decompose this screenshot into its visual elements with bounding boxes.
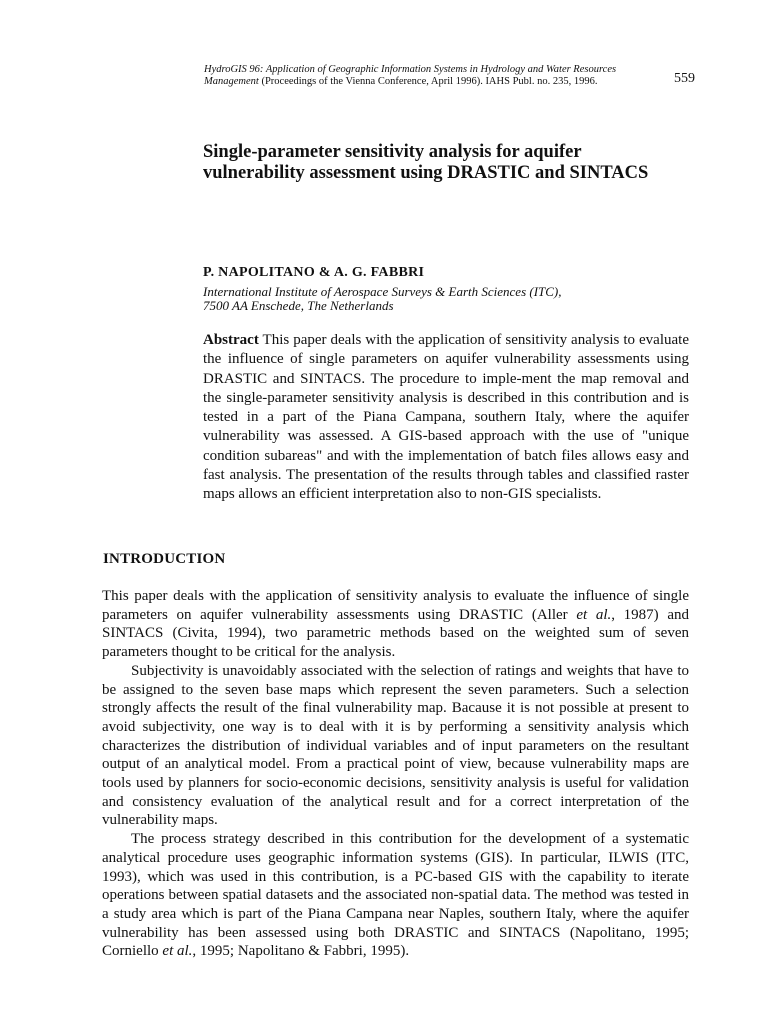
running-header bbox=[204, 64, 634, 88]
paragraph-3-text-b: , 1995; Napolitano & Fabbri, 1995). bbox=[192, 943, 410, 960]
paper-authors: P. NAPOLITANO & A. G. FABBRI bbox=[203, 265, 425, 280]
citation-et-al: et al. bbox=[576, 606, 612, 623]
introduction-paragraph-2: Subjectivity is unavoidably associated with the selection of ratings and weights that have to be assigned to the seven base maps which represent the seven parameters. Such a selection strongly affects the result of the final vulnerability map. Bacause it is not possible at present to avoid subjectivity, one way is to deal with it is by performing a sensitivity analysis which characterizes the distribution of individual variables and of input parameters on the resultant output of an analytical model. From a practical point of view, because vulnerability maps are tools used by planners for socio-economic decisions, sensitivity analysis is useful for validation and consistency evaluation of the analytical result and for a correct interpretation of the vulnerability maps. bbox=[102, 662, 689, 829]
abstract bbox=[203, 331, 689, 505]
affiliation-line-2: 7500 AA Enschede, The Netherlands bbox=[203, 298, 394, 313]
paragraph-1-text-b: , 1987) and SINTACS (Civita, 1994), two parametric methods based on the weighted sum of seven parameters thought to be critical for the analysis. bbox=[102, 606, 690, 661]
introduction-paragraph-1 bbox=[102, 587, 689, 662]
paper-title: Single-parameter sensitivity analysis for aquifer vulnerability assessment using DRASTIC and SINTACS bbox=[203, 142, 649, 183]
introduction-heading: INTRODUCTION bbox=[103, 551, 226, 567]
abstract-label: Abstract bbox=[203, 332, 259, 348]
introduction-paragraph-3 bbox=[102, 830, 689, 961]
introduction-body bbox=[102, 587, 689, 961]
paragraph-1-text-a: This paper deals with the application of sensitivity analysis to evaluate the influence of single parameters on aquifer vulnerability assessments using DRASTIC (Aller bbox=[102, 588, 689, 623]
paragraph-3-text-a: The process strategy described in this contribution for the development of a systematic analytical procedure uses geographic information systems (GIS). In particular, ILWIS (ITC, 1993), which was used in this contribution, is a PC-based GIS with the capability to iterate operations between spatial datasets and the associated non-spatial data. The method was tested in a study area which is part of the Piana Campana near Naples, southern Italy, where the aquifer vulnerability has been assessed using both DRASTIC and SINTACS (Napolitano, 1995; Corniello bbox=[102, 831, 689, 960]
citation-et-al: et al. bbox=[162, 943, 193, 960]
header-management: Management bbox=[204, 76, 259, 87]
header-source-details: (Proceedings of the Vienna Conference, April 1996). IAHS Publ. no. 235, 1996. bbox=[261, 76, 598, 87]
header-source-title: HydroGIS 96: Application of Geographic Information Systems in Hydrology and Water Resources bbox=[204, 64, 617, 75]
page-number: 559 bbox=[674, 71, 695, 86]
abstract-text: This paper deals with the application of sensitivity analysis to evaluate the influence of single parameters on aquifer vulnerability assessments using DRASTIC and SINTACS. The procedure to imple-ment the map removal and the single-parameter sensitivity analysis is described in this contribution and is tested in a part of the Piana Campana, southern Italy, where the aquifer vulnerability was assessed. A GIS-based approach with the use of "unique condition subareas" and with the implementation of batch files allows easy and fast analysis. The presentation of the results through tables and classified raster maps allows an efficient interpretation also to non-GIS specialists. bbox=[203, 332, 689, 503]
author-affiliation bbox=[203, 285, 673, 313]
affiliation-line-1: International Institute of Aerospace Surveys & Earth Sciences (ITC), bbox=[203, 284, 562, 299]
